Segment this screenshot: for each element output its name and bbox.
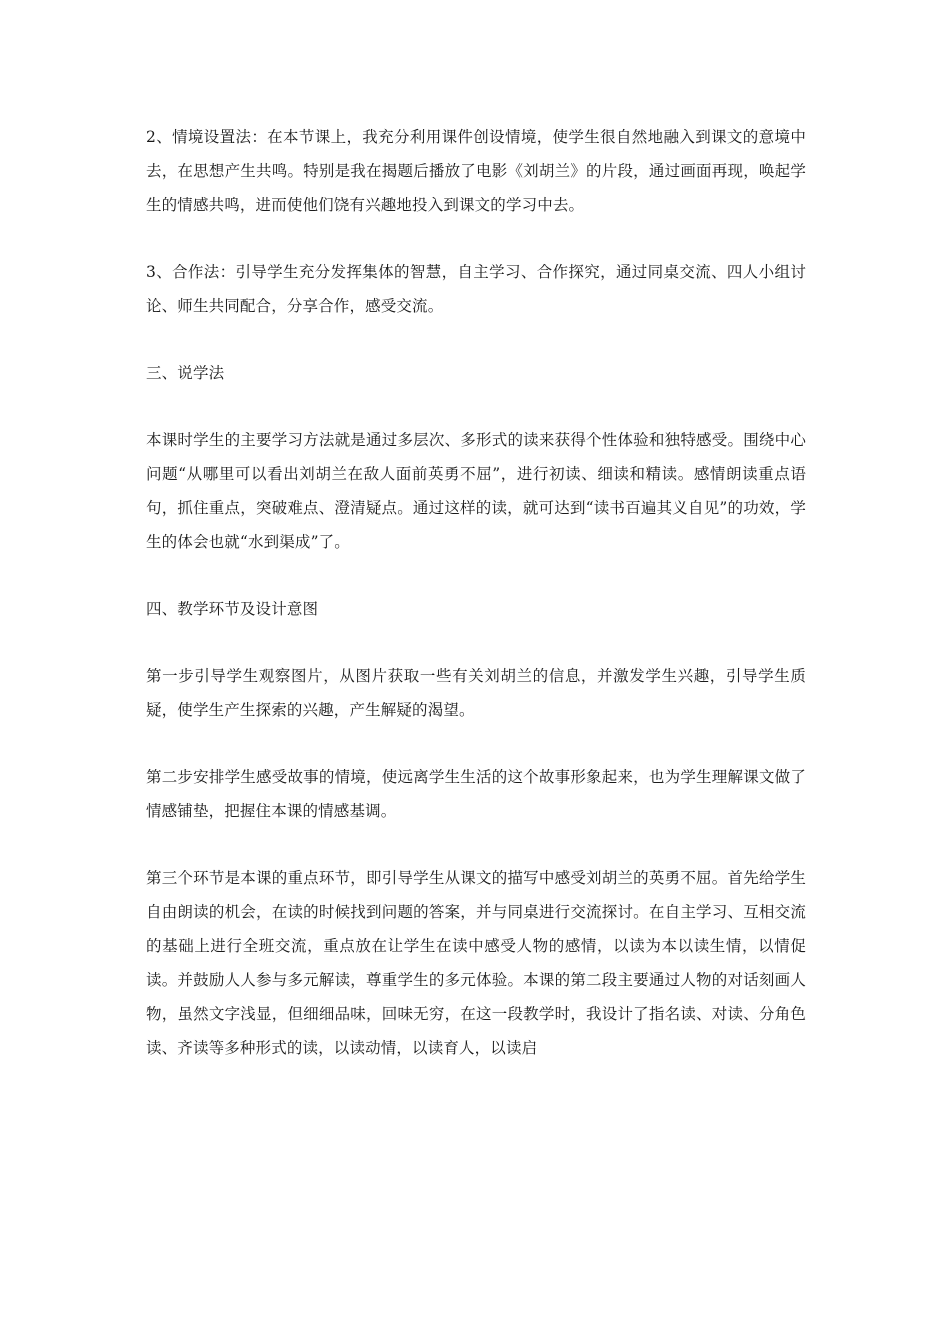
paragraph-spacer xyxy=(146,727,806,760)
paragraph-spacer xyxy=(146,626,806,659)
section-heading-teaching-steps: 四、教学环节及设计意图 xyxy=(146,600,319,618)
paragraph-spacer xyxy=(146,222,806,255)
paragraph-cooperation-method: 3、合作法：引导学生充分发挥集体的智慧，自主学习、合作探究，通过同桌交流、四人小组讨论、师生共同配合，分享合作，感受交流。 xyxy=(146,263,806,315)
paragraph-learning-method: 本课时学生的主要学习方法就是通过多层次、多形式的读来获得个性体验和独特感受。围绕中心问题“从哪里可以看出刘胡兰在敌人面前英勇不屈”，进行初读、细读和精读。感情朗读重点语句，抓住重点，突破难点、澄清疑点。通过这样的读，就可达到“读书百遍其义自见”的功效，学生的体会也就“水到渠成”了。 xyxy=(146,431,806,551)
paragraph-spacer xyxy=(146,390,806,423)
paragraph-spacer xyxy=(146,828,806,861)
paragraph-spacer xyxy=(146,559,806,592)
paragraph-situation-method: 2、情境设置法：在本节课上，我充分利用课件创设情境，使学生很自然地融入到课文的意境中去，在思想产生共鸣。特别是我在揭题后播放了电影《刘胡兰》的片段，通过画面再现，唤起学生的情感共鸣，进而使他们饶有兴趣地投入到课文的学习中去。 xyxy=(146,128,806,214)
paragraph-spacer xyxy=(146,323,806,356)
paragraph-step-one: 第一步引导学生观察图片，从图片获取一些有关刘胡兰的信息，并激发学生兴趣，引导学生质疑，使学生产生探索的兴趣，产生解疑的渴望。 xyxy=(146,667,806,719)
document-page xyxy=(146,120,806,1065)
paragraph-step-two: 第二步安排学生感受故事的情境，使远离学生生活的这个故事形象起来，也为学生理解课文做了情感铺垫，把握住本课的情感基调。 xyxy=(146,768,806,820)
section-heading-learning-method: 三、说学法 xyxy=(146,364,225,382)
paragraph-step-three: 第三个环节是本课的重点环节，即引导学生从课文的描写中感受刘胡兰的英勇不屈。首先给学生自由朗读的机会，在读的时候找到问题的答案，并与同桌进行交流探讨。在自主学习、互相交流的基础上进行全班交流，重点放在让学生在读中感受人物的感情，以读为本以读生情，以情促读。并鼓励人人参与多元解读，尊重学生的多元体验。本课的第二段主要通过人物的对话刻画人物，虽然文字浅显，但细细品味，回味无穷，在这一段教学时，我设计了指名读、对读、分角色读、齐读等多种形式的读，以读动情，以读育人，以读启 xyxy=(146,869,806,1057)
